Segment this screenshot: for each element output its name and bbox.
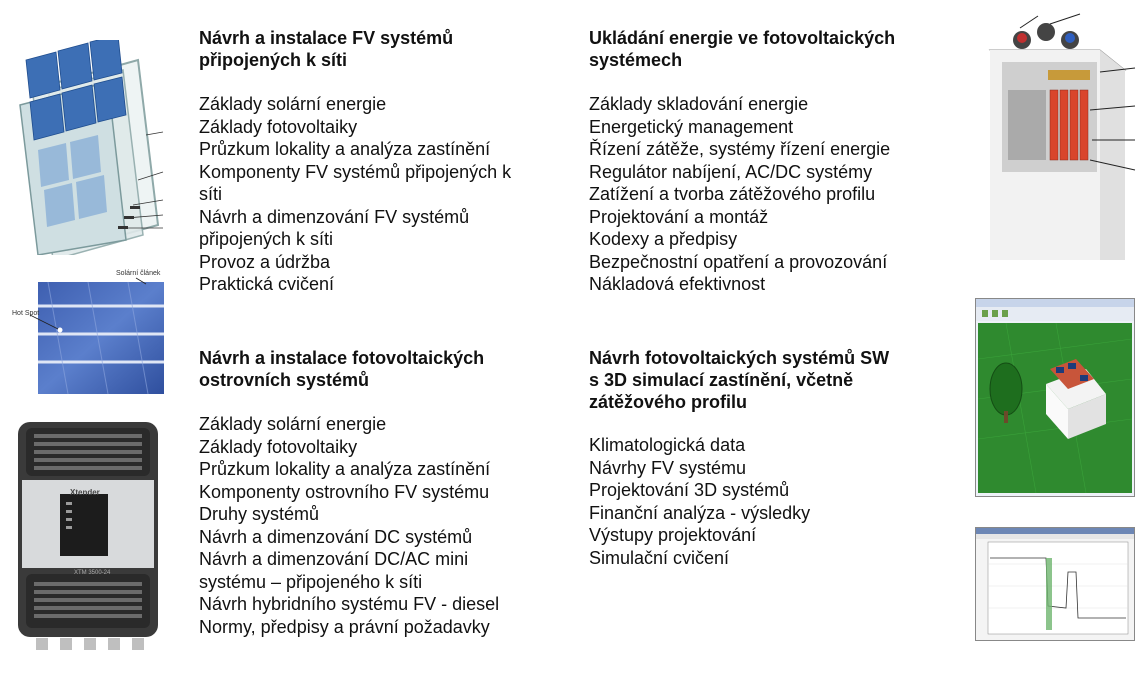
list-item: Základy fotovoltaiky	[199, 116, 358, 137]
section-storage-title	[589, 27, 959, 71]
hotspot-label: Hot Spot	[12, 310, 40, 317]
section-grid-title-line2: připojených k síti	[199, 50, 348, 70]
section-grid-title-line1: Návrh a instalace FV systémů	[199, 28, 454, 48]
inverter-brand: Xtender	[70, 488, 100, 497]
list-item: Řízení zátěže, systémy řízení energie	[589, 139, 891, 159]
list-item: Základy solární energie	[199, 414, 387, 434]
section-storage-title-line1: Ukládání energie ve fotovoltaických	[589, 28, 896, 48]
list-item: Zatížení a tvorba zátěžového profilu	[589, 184, 876, 204]
list-item: Energetický management	[589, 116, 794, 137]
list-item: Základy skladování energie	[589, 94, 809, 114]
solar-cell-illustration	[8, 270, 168, 398]
list-item: Kodexy a předpisy	[589, 229, 738, 249]
list-item: Projektování a montáž	[589, 206, 769, 227]
section-offgrid-list	[199, 413, 569, 638]
section-software-title-line1: Návrh fotovoltaických systémů SW	[589, 348, 890, 368]
section-energy-storage	[589, 27, 959, 296]
list-item: Klimatologická data	[589, 435, 746, 455]
section-software-list	[589, 434, 959, 569]
software-3d-screenshot	[975, 298, 1135, 497]
list-item: Průzkum lokality a analýza zastínění	[199, 459, 491, 479]
list-item: Výstupy projektování	[589, 525, 757, 545]
list-item: systému – připojeného k síti	[199, 571, 423, 592]
section-offgrid	[199, 347, 569, 638]
section-software	[589, 347, 959, 569]
list-item: Finanční analýza - výsledky	[589, 502, 811, 523]
list-item: Nákladová efektivnost	[589, 274, 766, 294]
section-offgrid-title-line2: ostrovních systémů	[199, 370, 370, 390]
section-offgrid-title-line1: Návrh a instalace fotovoltaických	[199, 348, 485, 368]
list-item: Bezpečnostní opatření a provozování	[589, 251, 888, 272]
list-item: Provoz a údržba	[199, 251, 331, 272]
list-item: připojených k síti	[199, 229, 334, 249]
cell-label: Solární článek	[116, 270, 161, 277]
section-grid-list	[199, 93, 569, 296]
list-item: Druhy systémů	[199, 504, 320, 524]
list-item: Normy, předpisy a právní požadavky	[199, 616, 490, 637]
section-storage-title-line2: systémech	[589, 50, 683, 70]
battery-illustration	[980, 10, 1140, 265]
list-item: Komponenty FV systémů připojených k	[199, 161, 512, 182]
section-software-title-line2: s 3D simulací zastínění, včetně	[589, 370, 854, 390]
list-item: Základy fotovoltaiky	[199, 436, 358, 457]
inverter-illustration	[8, 418, 168, 653]
list-item: Základy solární energie	[199, 94, 387, 114]
list-item: Průzkum lokality a analýza zastínění	[199, 139, 491, 159]
section-software-title-line3: zátěžového profilu	[589, 392, 748, 412]
list-item: Návrhy FV systému	[589, 457, 747, 478]
glass-module-illustration	[8, 40, 168, 255]
list-item: Návrh a dimenzování FV systémů	[199, 206, 470, 227]
section-grid-connected	[199, 27, 569, 296]
list-item: Návrh a dimenzování DC systémů	[199, 526, 473, 547]
list-item: Projektování 3D systémů	[589, 480, 790, 500]
section-offgrid-title	[199, 347, 569, 391]
list-item: Regulátor nabíjení, AC/DC systémy	[589, 161, 873, 182]
section-storage-list	[589, 93, 959, 296]
section-grid-title	[199, 27, 569, 71]
section-software-title	[589, 347, 959, 413]
list-item: Praktická cvičení	[199, 274, 335, 294]
list-item: Komponenty ostrovního FV systému	[199, 481, 490, 502]
list-item: Návrh hybridního systému FV - diesel	[199, 594, 500, 614]
software-chart-screenshot	[975, 527, 1135, 641]
list-item: Simulační cvičení	[589, 547, 730, 568]
list-item: síti	[199, 184, 223, 204]
inverter-model: XTM 3500-24	[74, 570, 111, 576]
list-item: Návrh a dimenzování DC/AC mini	[199, 549, 469, 569]
